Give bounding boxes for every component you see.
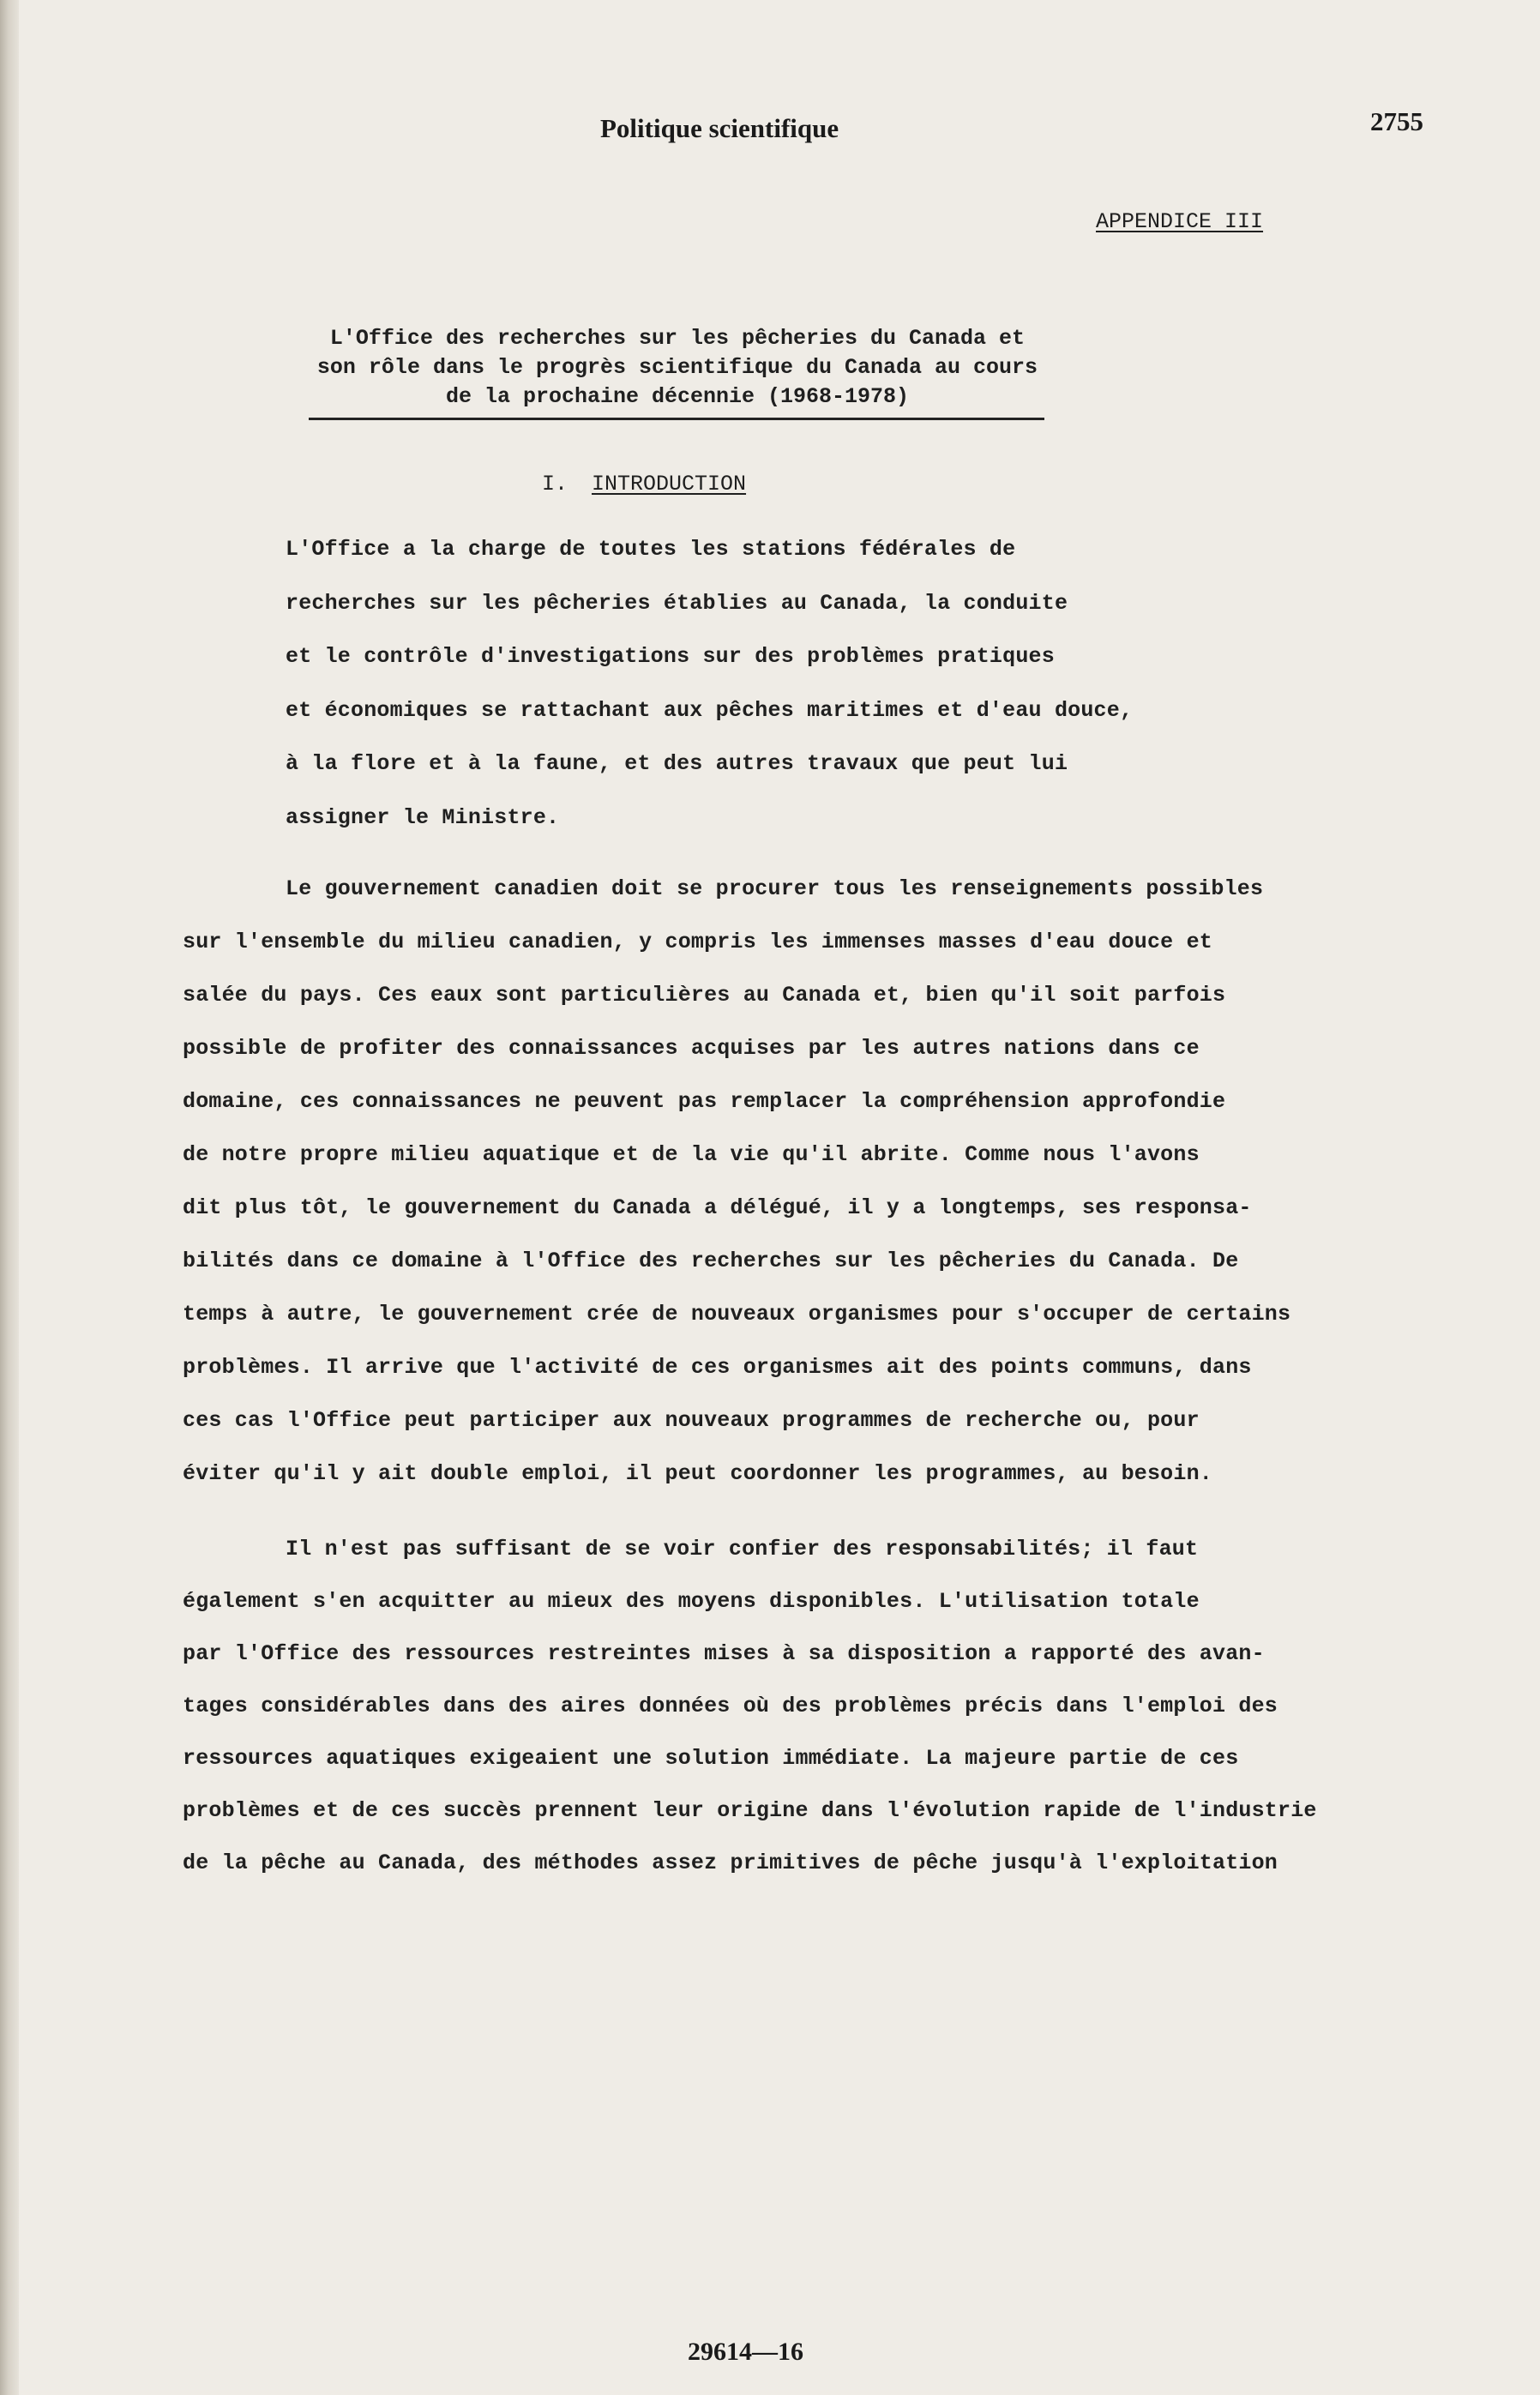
document-title-line: de la prochaine décennie (1968-1978) [445, 384, 910, 409]
page-binding-edge [0, 0, 19, 2395]
text-line: bilités dans ce domaine à l'Office des recherches sur les pêcheries du Canada. De [183, 1249, 1239, 1273]
text-line: éviter qu'il y ait double emploi, il peut coordonner les programmes, au besoin. [183, 1461, 1212, 1486]
text-line: et économiques se rattachant aux pêches maritimes et d'eau douce, [286, 697, 1134, 723]
section-heading [542, 472, 746, 496]
text-line: Il n'est pas suffisant de se voir confier des responsabilités; il faut [286, 1537, 1199, 1562]
text-line: à la flore et à la faune, et des autres travaux que peut lui [286, 751, 1068, 776]
text-line: de la pêche au Canada, des méthodes assez primitives de pêche jusqu'à l'exploitation [183, 1850, 1278, 1875]
text-line: et le contrôle d'investigations sur des problèmes pratiques [286, 644, 1055, 669]
appendix-label: APPENDICE III [1096, 209, 1264, 234]
text-line: temps à autre, le gouvernement crée de nouveaux organismes pour s'occuper de certains [183, 1302, 1291, 1327]
text-line: ressources aquatiques exigeaient une solution immédiate. La majeure partie de ces [183, 1746, 1239, 1771]
text-line: salée du pays. Ces eaux sont particulières au Canada et, bien qu'il soit parfois [183, 983, 1226, 1008]
text-line: Le gouvernement canadien doit se procurer tous les renseignements possibles [286, 876, 1264, 901]
document-title-line: son rôle dans le progrès scientifique du Canada au cours [316, 355, 1038, 380]
footer-print-code: 29614—16 [688, 2338, 803, 2366]
text-line: dit plus tôt, le gouvernement du Canada a délégué, il y a longtemps, ses responsa- [183, 1195, 1252, 1220]
text-line: problèmes. Il arrive que l'activité de ces organismes ait des points communs, dans [183, 1355, 1252, 1380]
text-line: tages considérables dans des aires données où des problèmes précis dans l'emploi des [183, 1694, 1278, 1718]
text-line: possible de profiter des connaissances acquises par les autres nations dans ce [183, 1036, 1200, 1061]
paragraph-1 [286, 523, 1133, 845]
paragraph-3 [183, 1523, 1317, 1889]
title-underline-rule [309, 418, 1044, 420]
document-title-line: L'Office des recherches sur les pêcheries du Canada et [329, 326, 1026, 351]
text-line: recherches sur les pêcheries établies au Canada, la conduite [286, 590, 1068, 616]
page-number: 2755 [1370, 106, 1423, 136]
text-line: également s'en acquitter au mieux des moyens disponibles. L'utilisation totale [183, 1589, 1200, 1614]
paragraph-2 [183, 863, 1290, 1501]
text-line: L'Office a la charge de toutes les stations fédérales de [286, 537, 1016, 562]
document-title [309, 324, 1046, 412]
section-number: I. [542, 472, 568, 496]
text-line: par l'Office des ressources restreintes mises à sa disposition a rapporté des avan- [183, 1641, 1265, 1666]
text-line: sur l'ensemble du milieu canadien, y compris les immenses masses d'eau douce et [183, 930, 1212, 954]
text-line: de notre propre milieu aquatique et de la vie qu'il abrite. Comme nous l'avons [183, 1142, 1200, 1167]
section-title: INTRODUCTION [592, 472, 747, 496]
running-header-title: Politique scientifique [600, 113, 839, 143]
text-line: domaine, ces connaissances ne peuvent pas remplacer la compréhension approfondie [183, 1089, 1226, 1114]
text-line: assigner le Ministre. [286, 804, 560, 830]
text-line: problèmes et de ces succès prennent leur origine dans l'évolution rapide de l'industrie [183, 1798, 1317, 1823]
text-line: ces cas l'Office peut participer aux nouveaux programmes de recherche ou, pour [183, 1408, 1200, 1433]
